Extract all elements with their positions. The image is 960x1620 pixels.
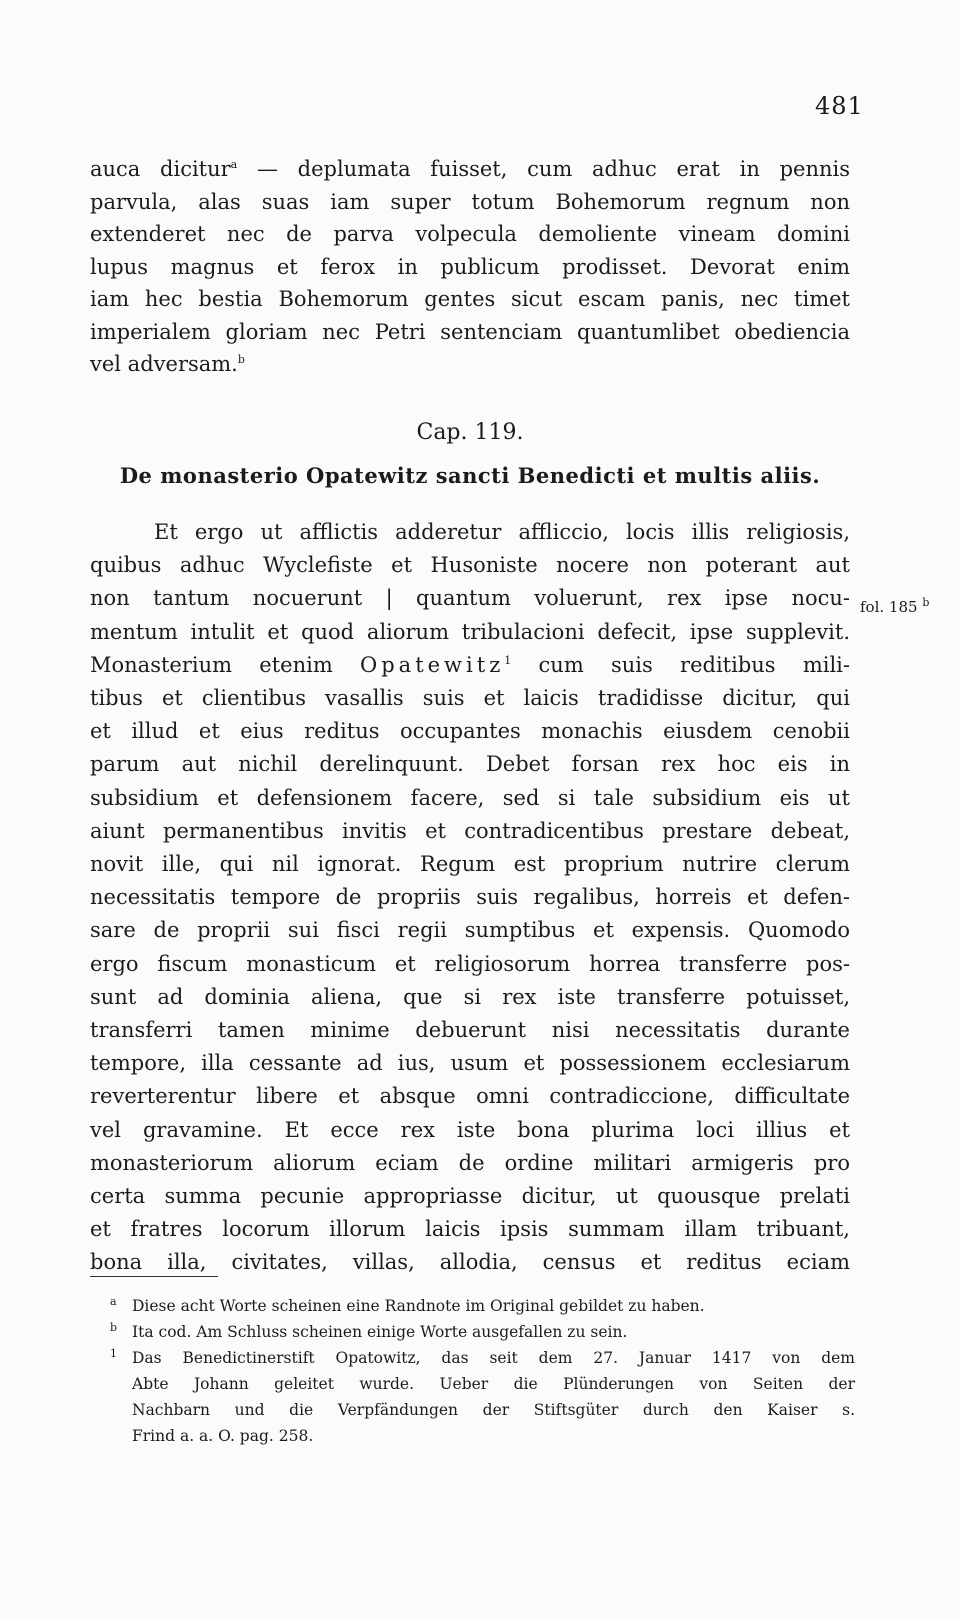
footnote-1-line: Abte Johann geleitet wurde. Ueber die Plünderungen von Seiten der [132, 1375, 855, 1393]
body-line: parum aut nichil derelinquunt. Debet forsan rex hoc eis in [90, 752, 850, 777]
intro-line: parvula, alas suas iam super totum Bohemorum regnum non [90, 189, 850, 214]
footnotes [110, 1293, 855, 1449]
body-line: reverterentur libere et absque omni contradiccione, difficultate [90, 1084, 850, 1109]
intro-line: iam hec bestia Bohemorum gentes sicut escam panis, nec timet [90, 287, 850, 311]
footnote-divider [90, 1276, 218, 1277]
footnote-ref-1: 1 [504, 653, 512, 667]
intro-line: extenderet nec de parva volpecula demoliente vineam domini [90, 222, 850, 246]
chapter-number: Cap. 119. [416, 420, 524, 445]
intro-line: vel adversam.$^b$ [90, 352, 245, 376]
body-line: et illud et eius reditus occupantes monachis eiusdem cenobii [90, 719, 850, 744]
page-number: 481 [815, 92, 864, 120]
body-line: sunt ad dominia aliena, que si rex iste transferre potuisset, [90, 984, 850, 1009]
footnote-ref-a: a [230, 158, 238, 171]
body-paragraph [90, 516, 850, 1280]
body-line: tempore, illa cessante ad ius, usum et possessionem ecclesiarum [90, 1051, 850, 1076]
body-line: ergo fiscum monasticum et religiosorum horrea transferre pos- [90, 951, 850, 976]
intro-line: imperialem gloriam nec Petri sentenciam quantumlibet obediencia [90, 319, 850, 344]
place-name: Opatewitz [360, 652, 505, 677]
body-line: transferri tamen minime debuerunt nisi necessitatis durante [90, 1018, 850, 1043]
footnote-a: a Diese acht Worte scheinen eine Randnote im Original gebildet zu haben. [110, 1294, 705, 1315]
body-line: necessitatis tempore de propriis suis regalibus, horreis et defen- [90, 885, 850, 910]
body-line: sare de proprii sui fisci regii sumptibus et expensis. Quomodo [90, 918, 850, 943]
intro-paragraph [90, 153, 850, 381]
body-line: monasteriorum aliorum eciam de ordine militari armigeris pro [90, 1150, 850, 1175]
body-line: novit ille, qui nil ignorat. Regum est proprium nutrire clerum [90, 852, 850, 877]
body-line: bona illa, civitates, villas, allodia, census et reditus eciam [90, 1250, 850, 1275]
footnote-1-line: Nachbarn und die Verpfändungen der Stiftsgüter durch den Kaiser s. [132, 1401, 855, 1419]
body-line: Monasterium etenim Opatewitz$^1$ cum suis reditibus mili- [90, 652, 850, 677]
body-line: mentum intulit et quod aliorum tribulacioni defecit, ipse supplevit. [90, 619, 850, 644]
body-line: aiunt permanentibus invitis et contradicentibus prestare debeat, [90, 818, 850, 843]
body-line: certa summa pecunie appropriasse dicitur, ut quousque prelati [90, 1184, 850, 1209]
folio-margin-note: fol. 185 $^b$ [860, 596, 930, 616]
body-line: quibus adhuc Wyclefiste et Husoniste nocere non poterant aut [90, 553, 850, 578]
body-line: et fratres locorum illorum laicis ipsis summam illam tribuant, [90, 1217, 850, 1242]
body-line: tibus et clientibus vasallis suis et laicis tradidisse dicitur, qui [90, 686, 850, 711]
footnote-ref-b: b [237, 353, 245, 366]
footnote-1-line: Frind a. a. O. pag. 258. [132, 1427, 314, 1445]
footnote-b: b Ita cod. Am Schluss scheinen einige Worte ausgefallen zu sein. [110, 1320, 628, 1341]
body-line: Et ergo ut afflictis adderetur affliccio, locis illis religiosis, [154, 520, 850, 544]
footnote-1: 1 Das Benedictinerstift Opatowitz, das seit dem 27. Januar 1417 von dem [110, 1346, 855, 1367]
intro-line: auca dicitur$^a$ — deplumata fuisset, cum adhuc erat in pennis [90, 157, 850, 181]
chapter-title: De monasterio Opatewitz sancti Benedicti et multis aliis. [119, 463, 821, 488]
body-line: vel gravamine. Et ecce rex iste bona plurima loci illius et [90, 1117, 850, 1142]
intro-line: lupus magnus et ferox in publicum prodisset. Devorat enim [90, 254, 850, 279]
body-line: subsidium et defensionem facere, sed si tale subsidium eis ut [90, 785, 850, 810]
body-line: non tantum nocuerunt | quantum voluerunt, rex ipse nocu- [90, 586, 850, 611]
